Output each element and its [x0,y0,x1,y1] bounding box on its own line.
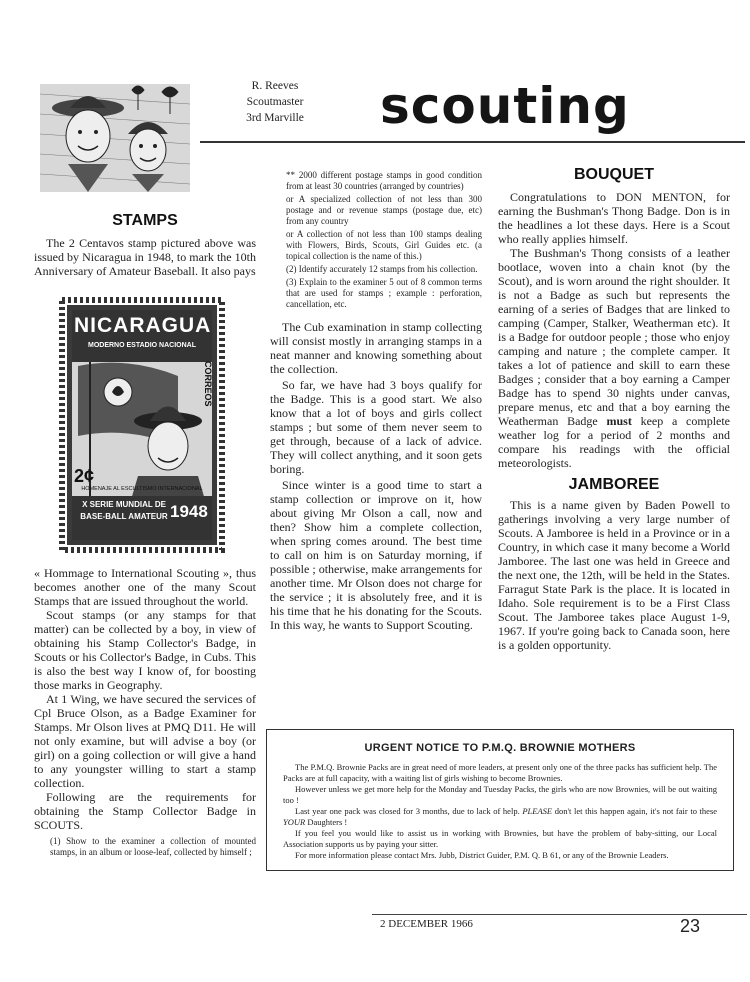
footer-date: 2 DECEMBER 1966 [380,918,473,930]
page-number: 23 [680,916,701,936]
bouquet-p2-text-end: keep a complete weather log for a period of 2 months and compare his readings with the official meteorologists. [498,414,731,470]
jamboree-heading: JAMBOREE [568,476,660,493]
notice-p3-emphasis: PLEASE [522,806,553,816]
notice-paragraph-3 [283,806,717,828]
requirement-1b: or A specialized collection of not less than 300 postage and or revenue stamps (postage due, etc) from any country [286,194,482,226]
requirement-3: (3) Explain to the examiner 5 out of 8 common terms that are used for stamps ; example : perforation, cancellation, etc. [286,277,482,309]
notice-p3-mid: don't let this happen again, it's not fair to these [554,806,718,816]
notice-p3-text: Last year one pack was closed for 3 months, due to lack of help. [295,806,520,816]
brownie-notice-box [266,729,734,871]
stamp-serie-line1-text: X SERIE MUNDIAL DE [82,500,166,509]
requirement-1: (1) Show to the examiner a collection of mounted stamps, in an album or loose-leaf, collected by himself ; [50,836,256,857]
jamboree-paragraph: This is a name given by Baden Powell to gatherings involving a very large number of Scouts. A Jamboree is held in a Province or in a Country, in which case it many become a World Jamboree. The last one was held in Greece and the next one, the 12th, will be held in the States. Farragut State Park is the place. It is located in Idaho. Sole requirement is to be a First Class Scout. The Jamboree takes place August 1-9, 1967. If you're going back to Canada soon, here is a golden opportunity. [498,498,730,652]
cub-exam-paragraph: The Cub examination in stamp collecting will consist mostly in arranging stamps in a neat manner and knowing something about the collection. [270,320,482,376]
author-name: R. Reeves [251,80,299,92]
bouquet-p2-emphasis: must [606,414,632,428]
column-stamps [34,212,256,278]
footer-rule [372,914,747,915]
stamps-paragraph-1: The 2 Centavos stamp pictured above was issued by Nicaragua in 1948, to mark the 10th Anniversary of Amateur Baseball. It also pays [34,236,256,278]
stamp-homenaje-text: HOMENAJE AL ESCULTISMO INTERNACIONAL [81,486,203,492]
bouquet-heading: BOUQUET [574,166,654,183]
stamp-side-text: CORREOS [203,361,213,407]
requirement-1c: or A collection of not less than 100 stamps dealing with Flowers, Birds, Scouts, Girl Guides etc. (a topical collection is the name of this.) [286,229,482,261]
stamps-paragraph-3: Scout stamps (or any stamps for that matter) can be collected by a boy, in view of obtaining his Stamp Collector's Badge, in Scouts or his Collector's Badge, in Cubs. This is also the best way I know of, for boosting those marks in Geography. [34,608,256,692]
nicaragua-stamp-image [58,296,226,554]
stamp-subtitle-text: MODERNO ESTADIO NACIONAL [88,342,196,349]
column-stamps-requirements [270,170,482,632]
header-rule [200,141,745,143]
stamps-paragraph-2: « Hommage to International Scouting », thus becomes another one of the many Scout Stamps that are issued throughout the world. [34,566,256,608]
column-bouquet-jamboree [498,166,730,652]
stamps-paragraph-5: Following are the requirements for obtaining the Stamp Collector Badge in SCOUTS. [34,790,256,832]
notice-paragraph-5: For more information please contact Mrs. Jubb, District Guider, P.M. Q. B 61, or any of the Brownie Leaders. [295,850,669,860]
notice-paragraph-2: However unless we get more help for the Monday and Tuesday Packs, the girls who are now Brownies, will be out waiting too ! [283,784,717,805]
stamp-serie-line2-text: BASE-BALL AMATEUR [80,512,168,521]
notice-paragraph-4: If you feel you would like to assist us in working with Brownies, but have the problem of baby-sitting, our Local Association supports us by paying your sitter. [283,828,717,849]
bouquet-p2-text: The Bushman's Thong consists of a leather bootlace, woven into a chain knot (by the Scout), and is worn around the right shoulder. It is not a Badge as such but represents the earning of a series of Badges that are linked to camping (Camper, Stalker, Weatherman etc). It is a Badge for outdoor people ; those who enjoy camping and nature ; the complete camper. It takes a lot of patience and skill to earn these Badges ; consider that a boy earning a Camper Badge has to spend 30 nights under canvas, prepare menus, etc and that a boy earning the Weatherman Badge [498,246,730,428]
author-byline [210,78,340,126]
stamp-country-text: NICARAGUA [74,314,212,337]
stamp-value-text: 2¢ [74,466,95,486]
notice-p3-emphasis-2: YOUR [283,817,306,827]
notice-title: URGENT NOTICE TO P.M.Q. BROWNIE MOTHERS [364,742,636,754]
author-role: Scoutmaster [246,96,304,108]
notice-p3-end: Daughters ! [307,817,348,827]
requirement-2: (2) Identify accurately 12 stamps from his collection. [286,264,478,274]
column-stamps-continued [34,566,256,860]
masthead-title: scouting [380,77,630,135]
bouquet-paragraph-2 [498,246,730,470]
notice-paragraph-1: The P.M.Q. Brownie Packs are in great need of more leaders, at present only one of the three packs has sufficient help. The Packs are at full capacity, with a waiting list of girls wishing to become Brownies. [283,762,717,783]
bouquet-paragraph-1: Congratulations to DON MENTON, for earning the Bushman's Thong Badge. Don is in the headlines a lot these days. Here is a Scout who really applies himself. [498,190,730,246]
stamps-paragraph-4: At 1 Wing, we have secured the services of Cpl Bruce Olson, as a Badge Examiner for Stamps. Mr Olson lives at PMQ D11. He will not only examine, but will advise a boy (or girl) on a going collection or will give a hand to any youngster willing to start a stamp collection. [34,692,256,790]
scouting-logo-illustration [40,84,190,192]
stamp-year-text: 1948 [170,502,208,521]
stamps-heading: STAMPS [112,212,178,229]
author-troop: 3rd Marville [246,112,304,124]
qualified-boys-paragraph: So far, we have had 3 boys qualify for the Badge. This is a good start. We also know that a lot of boys and girls collect stamps ; but some of them never seem to get through, because of a lack of advice. They will collect anything, and it soon gets boring. [270,378,482,476]
requirement-1a: ** 2000 different postage stamps in good condition from at least 30 countries (arranged by countries) [286,170,482,191]
winter-collection-paragraph: Since winter is a good time to start a stamp collection or improve on it, how about giving Mr Olson a call, now and then? Show him a complete collection, when spring comes around. The best time to call on him is on Saturday morning, if possible ; otherwise, make arrangements for another time. Mr Olson does not charge for the service ; it is absolutely free, and it is his time that he his donating for the Scouts. In this way, he wants to Support Scouting. [270,478,482,632]
